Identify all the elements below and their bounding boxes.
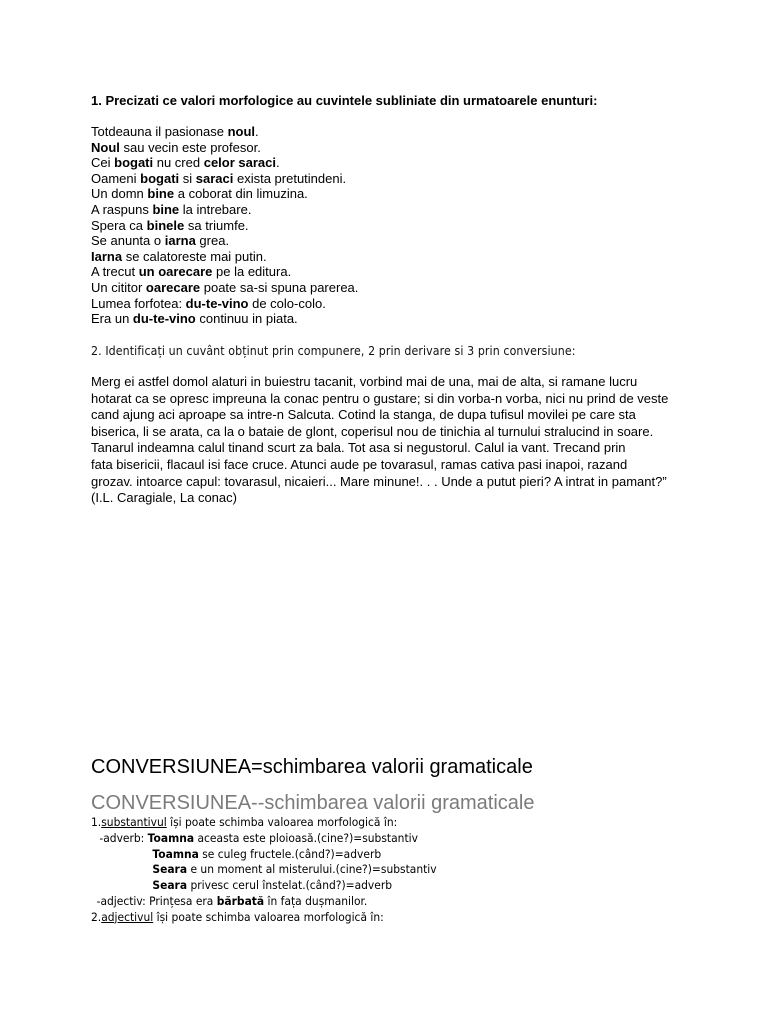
emphasized-word: Seara [152, 862, 188, 877]
emphasized-word: bogati [114, 155, 154, 171]
text-run: continuu in piata. [195, 311, 298, 327]
emphasized-word: Iarna [91, 248, 123, 264]
text-run: exista pretutindeni. [233, 170, 347, 186]
sentence-line [91, 218, 358, 234]
emphasized-word: celor saraci [203, 155, 276, 171]
passage-line: biserica, li se arata, ca la o bataie de glont, coperisul nou de tinichia al turnului stralucind in soare. [91, 423, 654, 439]
emphasized-word: bogati [140, 170, 180, 186]
text-run: aceasta este ploioasă.(cine?)=substantiv [194, 830, 418, 845]
text-run: 2. [91, 909, 102, 924]
emphasized-word: Toamna [152, 846, 199, 861]
emphasized-word: Seara [152, 878, 188, 893]
text-run: Lumea forfotea: [91, 295, 186, 311]
text-run: de colo-colo. [248, 295, 326, 311]
text-run: se calatoreste mai putin. [122, 248, 267, 264]
conversion-examples [91, 815, 437, 926]
conversion-line [91, 910, 437, 926]
conversion-line [91, 894, 437, 910]
emphasized-word: bărbată [216, 893, 265, 908]
text-run: A raspuns [91, 201, 153, 217]
text-run: Spera ca [91, 217, 147, 233]
text-run: Un cititor [91, 279, 146, 295]
sentence-line [91, 280, 358, 296]
text-run: își poate schimba valoarea morfologică în: [166, 815, 398, 829]
sentence-line [91, 233, 358, 249]
text-run: -adjectiv: Prințesa era [96, 893, 217, 908]
emphasized-word: du-te-vino [185, 295, 249, 311]
text-run: poate sa-si spuna parerea. [200, 279, 359, 295]
text-run: Era un [91, 311, 133, 327]
text-run: își poate schimba valoarea morfologică în: [153, 909, 384, 924]
text-run: Cei [91, 155, 115, 171]
text-run: în fața dușmanilor. [264, 893, 368, 908]
sentence-line [91, 171, 358, 187]
passage-line: fata bisericii, flacaul isi face cruce. Atunci aude pe tovarasul, ramas cativa pasi inapoi, razand [91, 456, 628, 472]
text-run: Se anunta o [91, 233, 165, 249]
sentence-line [91, 296, 358, 312]
conversion-line [91, 831, 437, 847]
emphasized-word: Toamna [147, 830, 195, 845]
sentence-line [91, 202, 358, 218]
emphasized-word: iarna [164, 233, 196, 249]
passage-line: Merg ei astfel domol alaturi in buiestru tacanit, vorbind mai de una, mai de alta, si ramane lucru [91, 374, 638, 389]
text-run: a coborat din limuzina. [174, 186, 308, 202]
text-run: privesc cerul înstelat.(când?)=adverb [187, 878, 393, 893]
conversion-heading-secondary: CONVERSIUNEA--schimbarea valorii gramaticale [91, 792, 535, 814]
passage-line: cand ajung aci aproape sa intre-n Salcuta. Cotind la stanga, de dupa tufisul movilei pe care sta [91, 407, 636, 423]
emphasized-word: bine [147, 186, 175, 202]
question-1-title: 1. Precizati ce valori morfologice au cuvintele subliniate din urmatoarele enunturi: [91, 93, 598, 108]
conversion-line [91, 878, 437, 894]
emphasized-word: saraci [195, 170, 234, 186]
question-1-sentences [91, 124, 358, 327]
conversion-heading-primary: CONVERSIUNEA=schimbarea valorii gramaticale [91, 756, 533, 778]
passage-line: grozav. intoarce capul: tovarasul, nicaieri... Mare minune!. . . Unde a putut pieri? A intrat in pamant?” [91, 473, 667, 489]
emphasized-word: bine [152, 201, 180, 217]
emphasized-word: oarecare [145, 279, 201, 295]
conversion-line [91, 815, 437, 831]
conversion-line [91, 847, 437, 863]
sentence-line [91, 311, 358, 327]
emphasized-word: binele [146, 217, 185, 233]
text-run: 1. [91, 815, 102, 829]
underlined-word: substantivul [101, 815, 167, 829]
text-run: . [255, 124, 259, 139]
text-run: e un moment al misterului.(cine?)=substantiv [187, 862, 437, 877]
sentence-line [91, 140, 358, 156]
text-run: . [276, 155, 280, 171]
text-run: A trecut [91, 264, 139, 280]
text-run: Oameni [91, 170, 141, 186]
text-run: grea. [195, 233, 230, 249]
passage-line: hotarat ca se opresc impreuna la conac pentru o gustare; si din vorba-n vorba, nici nu prind de veste [91, 390, 669, 406]
text-run: la intrebare. [179, 201, 252, 217]
text-run: Totdeauna il pasionase [91, 124, 228, 139]
emphasized-word: noul [227, 124, 256, 139]
sentence-line [91, 249, 358, 265]
question-2-title: 2. Identificați un cuvânt obținut prin compunere, 2 prin derivare si 3 prin conversiune: [91, 344, 576, 358]
sentence-line [91, 155, 358, 171]
sentence-line [91, 124, 358, 140]
sentence-line [91, 264, 358, 280]
text-run: sau vecin este profesor. [119, 139, 261, 155]
passage-line: Tanarul indeamna calul tinand scurt za bala. Tot asa si negustorul. Calul ia vant. Trecand prin [91, 440, 626, 456]
underlined-word: adjectivul [101, 909, 154, 924]
text-run: si [179, 170, 196, 186]
literary-passage [91, 374, 676, 507]
sentence-line [91, 186, 358, 202]
emphasized-word: un oarecare [138, 264, 213, 280]
emphasized-word: Noul [91, 139, 120, 155]
text-run: nu cred [153, 155, 204, 171]
emphasized-word: du-te-vino [132, 311, 196, 327]
text-run: Un domn [91, 186, 148, 202]
text-run: -adverb: [99, 830, 148, 845]
text-run: sa triumfe. [184, 217, 249, 233]
conversion-line [91, 862, 437, 878]
text-run: se culeg fructele.(când?)=adverb [198, 846, 382, 861]
passage-line: (I.L. Caragiale, La conac) [91, 490, 237, 506]
text-run: pe la editura. [212, 264, 292, 280]
